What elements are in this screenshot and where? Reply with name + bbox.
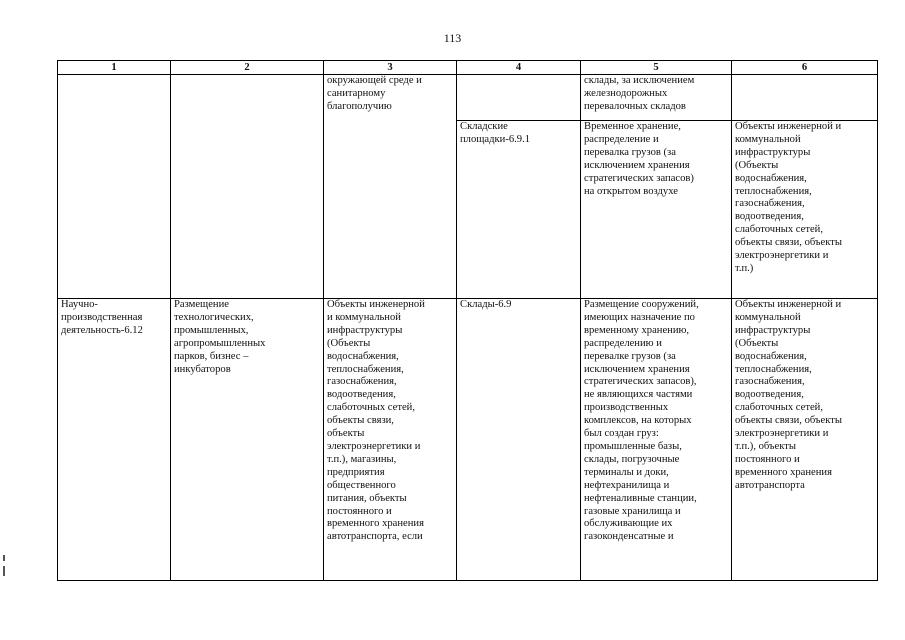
table-cell-use-type (457, 75, 581, 121)
column-header-2: 2 (171, 61, 324, 75)
table-cell-auxiliary: Объекты инженерной и коммунальной инфраструктуры (Объекты водоснабжения, теплоснабжения, газоснабжения, водоотведения, слаботочных сетей, объекты связи, объекты электроэнергетики и т.п.) (732, 121, 878, 299)
column-header-1: 1 (58, 61, 171, 75)
table-cell-use-type: Склады-6.9 (457, 299, 581, 581)
table-cell-use-type: Научно- производственная деятельность-6.12 (58, 299, 171, 581)
table-cell-conditions: Объекты инженерной и коммунальной инфраструктуры (Объекты водоснабжения, теплоснабжения, газоснабжения, водоотведения, слаботочных сетей, объекты связи, объекты электроэнергетики и т.п.), магазины, предприятия общественного питания, объекты постоянного и временного хранения автотранспорта, если (324, 299, 457, 581)
scan-edge-mark (3, 566, 5, 576)
table-cell-auxiliary: Объекты инженерной и коммунальной инфраструктуры (Объекты водоснабжения, теплоснабжения, газоснабжения, водоотведения, слаботочных сетей, объекты связи, объекты электроэнергетики и т.п.), объекты постоянного и временного хранения автотранспорта (732, 299, 878, 581)
page-number: 113 (443, 31, 462, 45)
table-row (58, 299, 878, 581)
table-cell-empty (58, 75, 171, 299)
table-cell-description: склады, за исключением железнодорожных перевалочных складов (581, 75, 732, 121)
table-cell-use-type: Складские площадки-6.9.1 (457, 121, 581, 299)
table-cell-conditions: окружающей среде и санитарному благополучию (324, 75, 457, 299)
scan-edge-mark (3, 555, 5, 561)
column-header-5: 5 (581, 61, 732, 75)
table-cell-empty (171, 75, 324, 299)
table-cell-auxiliary (732, 75, 878, 121)
header-row (58, 61, 878, 75)
column-header-6: 6 (732, 61, 878, 75)
table-row (58, 75, 878, 121)
table-cell-description: Размещение сооружений, имеющих назначение по временному хранению, распределению и перевалке грузов (за исключением хранения стратегических запасов), не являющихся частями производственных комплексов, на которых был создан груз: промышленные базы, склады, погрузочные терминалы и доки, нефтехранилища и нефтеналивные станции, газовые хранилища и обслуживающие их газоконденсатные и (581, 299, 732, 581)
column-header-4: 4 (457, 61, 581, 75)
column-header-3: 3 (324, 61, 457, 75)
table-cell-description: Временное хранение, распределение и перевалка грузов (за исключением хранения стратегических запасов) на открытом воздухе (581, 121, 732, 299)
regulations-table (57, 60, 878, 581)
table-cell-description: Размещение технологических, промышленных, агропромышленных парков, бизнес – инкубаторов (171, 299, 324, 581)
